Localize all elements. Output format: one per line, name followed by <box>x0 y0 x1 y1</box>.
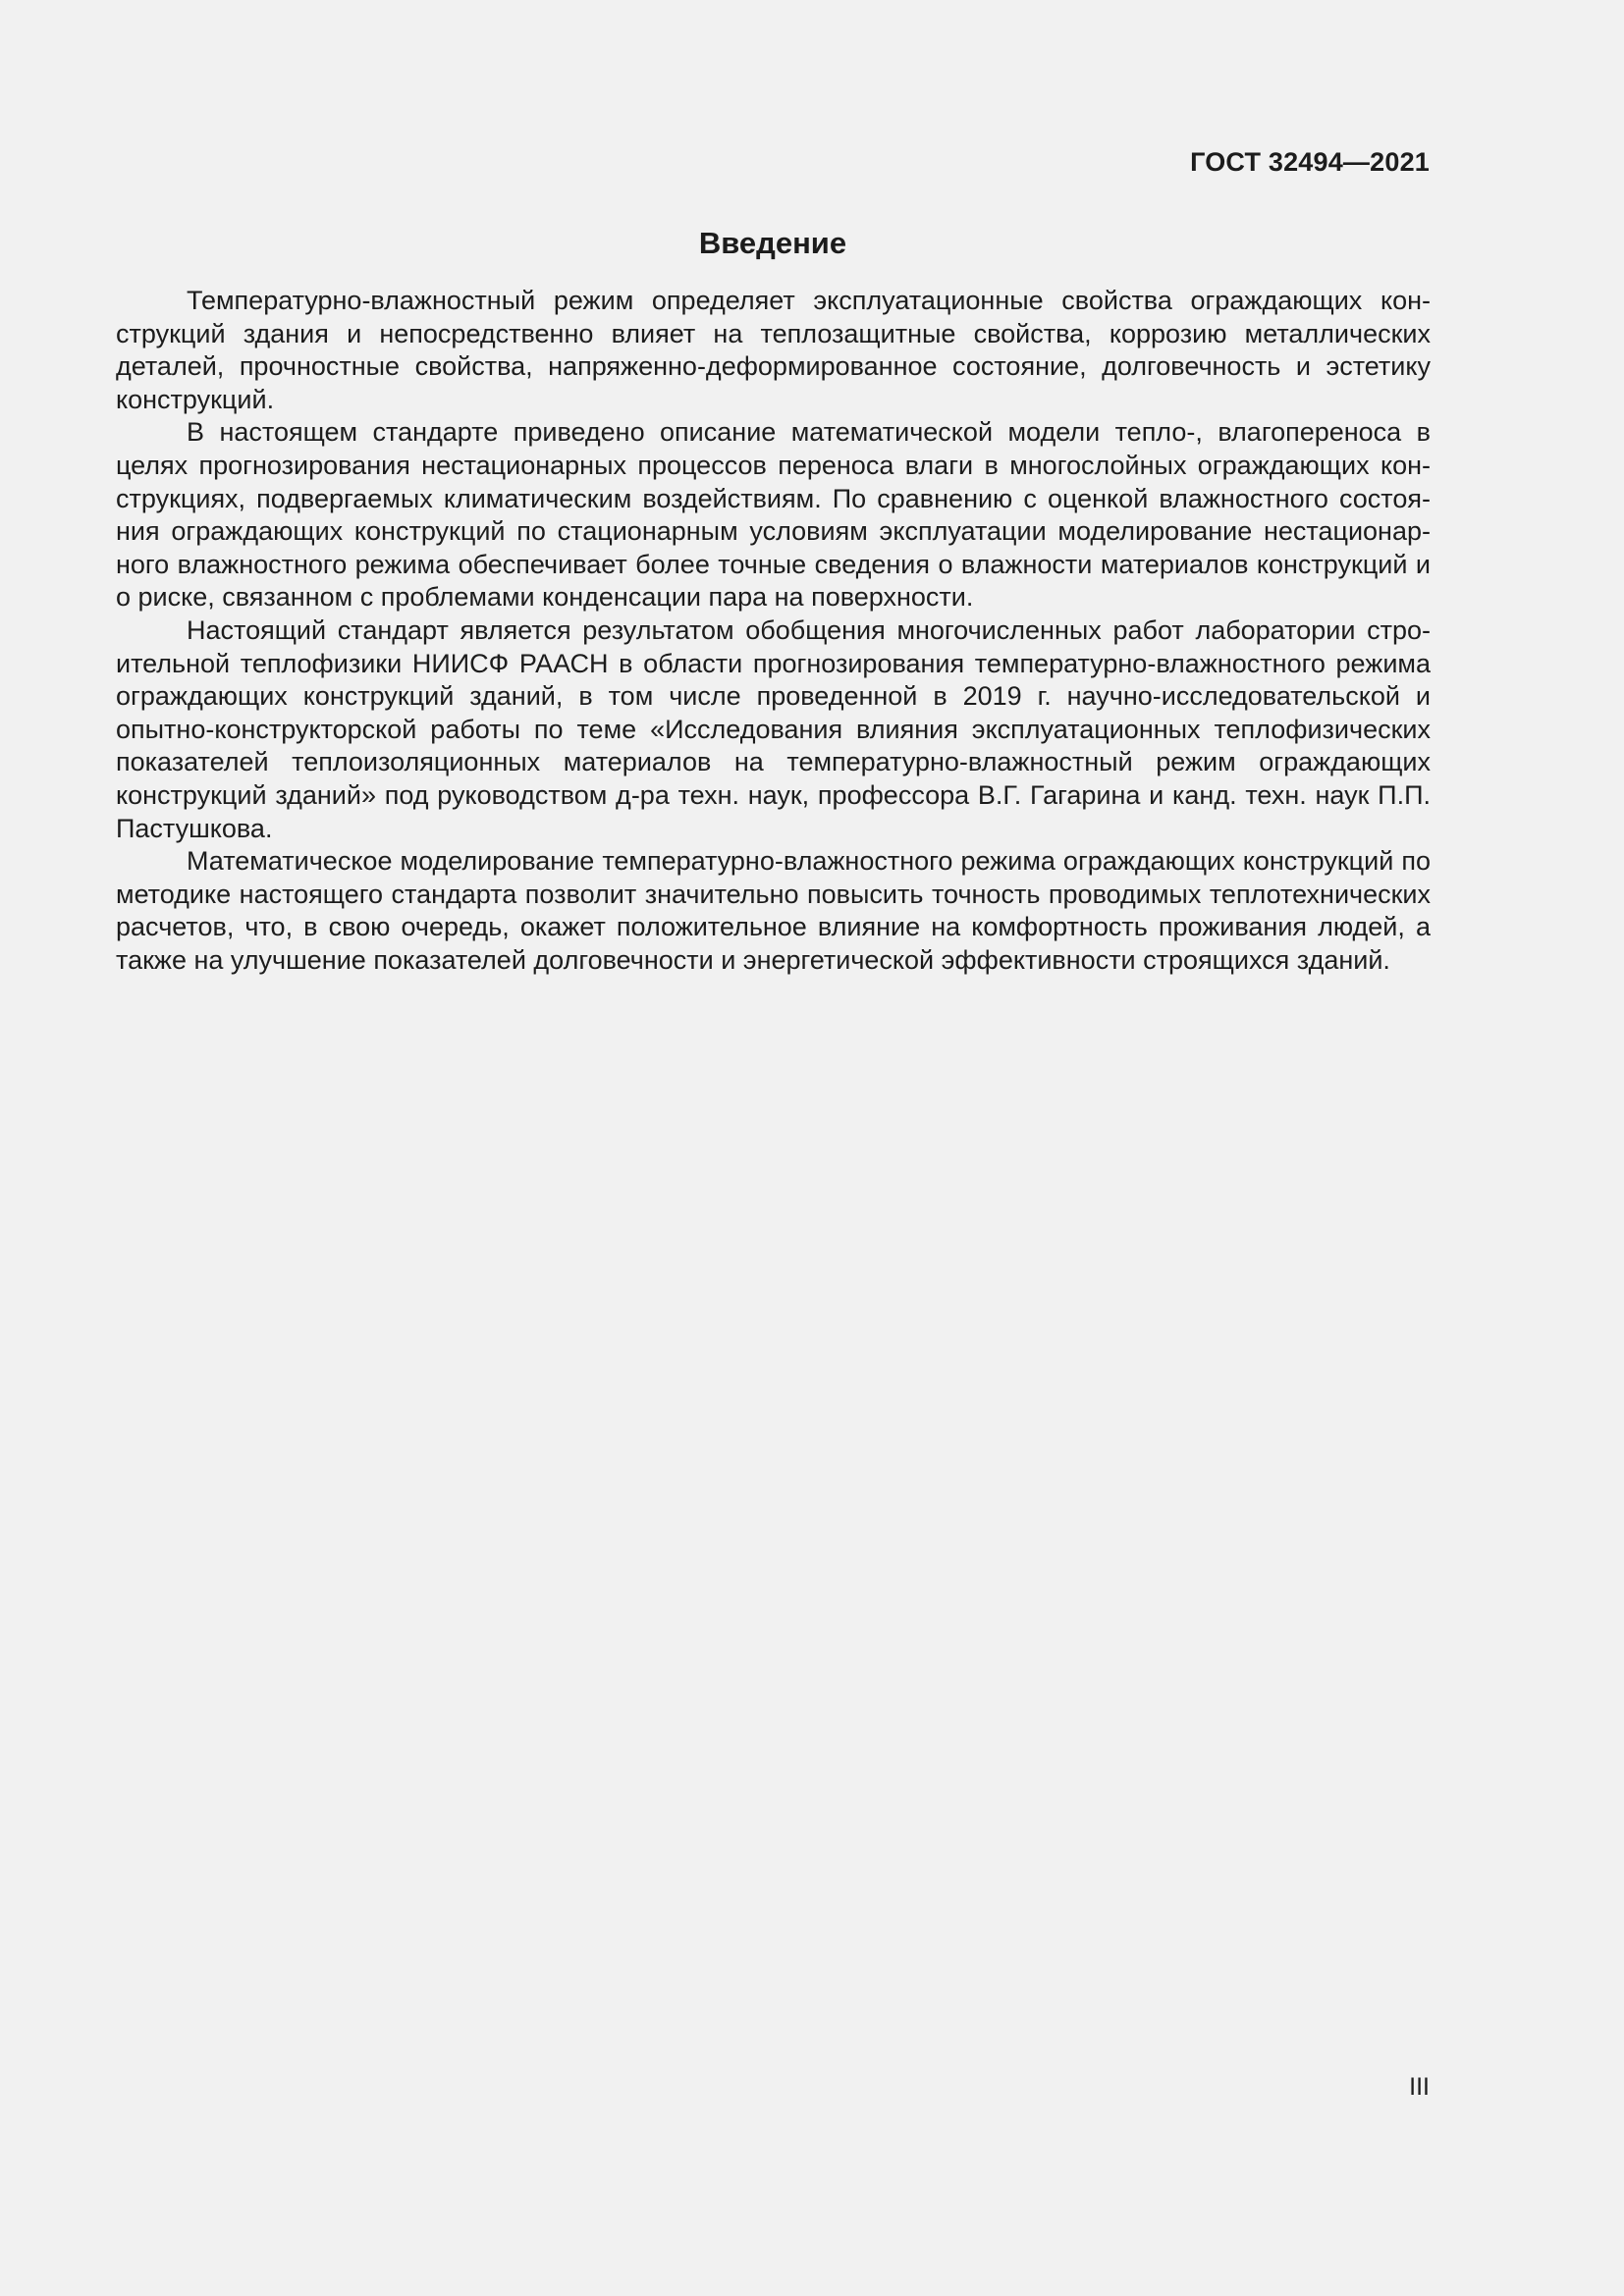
paragraph-2: В настоящем стандарте приведено описание математической модели тепло-, влагопереноса в целях прогнозирования нестационарных процессов переноса влаги в многослойных ограждающих конструкциях, подвергаемых климатическим воздействиям. По сравнению с оценкой влажностного состояния ограждающих конструкций по стационарным условиям эксплуатации моделирование нестационарного влажностного режима обеспечивает более точные сведения о влажности материалов конструкций и о риске, связанном с проблемами конденсации пара на поверхности. <box>116 417 1431 613</box>
paragraph-3: Настоящий стандарт является результатом обобщения многочисленных работ лаборатории строительной теплофизики НИИСФ РААСН в области прогнозирования температурно-влажностного режима ограждающих конструкций зданий, в том числе проведенной в 2019 г. научно-исследовательской и опытно-конструкторской работы по теме «Исследования влияния эксплуатационных теплофизических показателей теплоизоляционных материалов на температурно-влажностный режим ограждающих конструкций зданий» под руководством д-ра техн. наук, профессора В.Г. Гагарина и канд. техн. наук П.П. Пастушкова. <box>116 614 1431 843</box>
paragraph-1: Температурно-влажностный режим определяет эксплуатационные свойства ограждающих конструкций здания и непосредственно влияет на теплозащитные свойства, коррозию металлических деталей, прочностные свойства, напряженно-деформированное состояние, долговечность и эстетику конструкций. <box>116 286 1431 414</box>
standard-code-header: ГОСТ 32494—2021 <box>1190 147 1430 177</box>
introduction-body <box>116 285 1431 977</box>
page-number: III <box>1409 2073 1430 2101</box>
section-title: Введение <box>698 226 847 260</box>
paragraph-4: Математическое моделирование температурно-влажностного режима ограждающих конструкций по методике настоящего стандарта позволит значительно повысить точность проводимых теплотехнических расчетов, что, в свою очередь, окажет положительное влияние на комфортность проживания людей, а также на улучшение показателей долговечности и энергетической эффективности строящихся зданий. <box>116 846 1431 975</box>
